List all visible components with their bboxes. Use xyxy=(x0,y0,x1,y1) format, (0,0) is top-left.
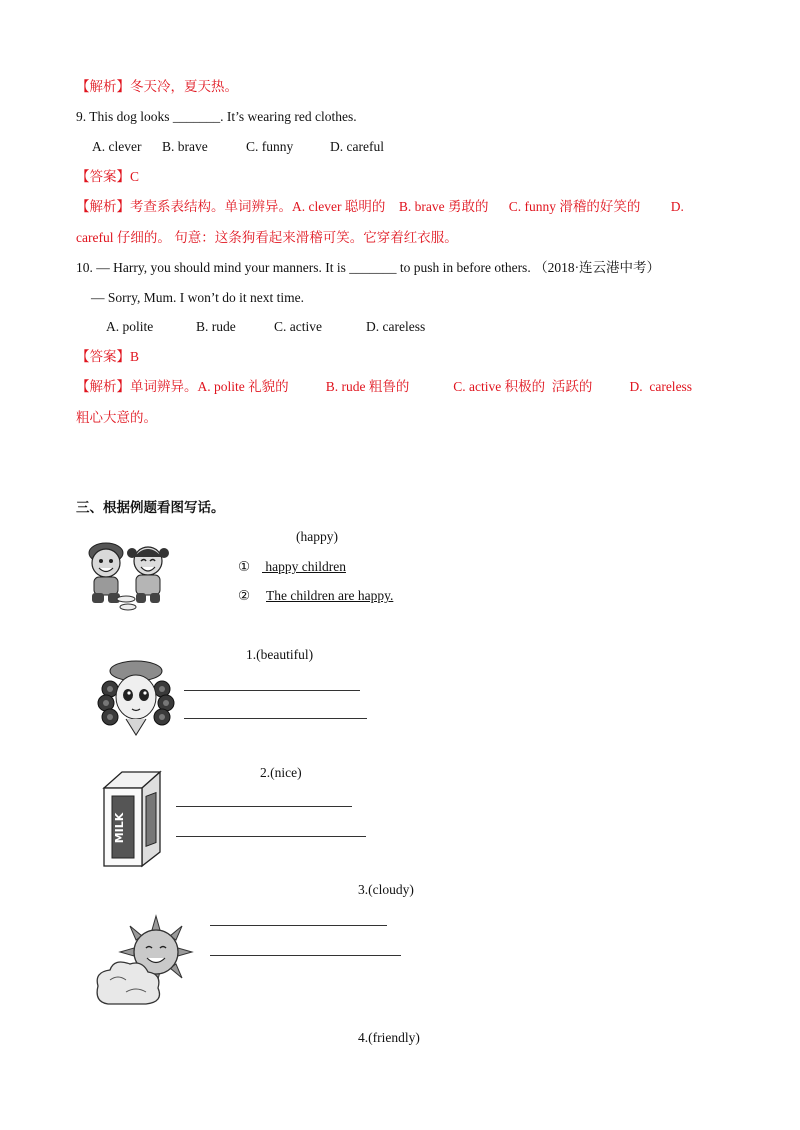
q9-option-a: A. clever xyxy=(92,139,142,154)
section-title: 三、根据例题看图写话。 xyxy=(76,500,225,515)
q9-analysis-line2: careful 仔细的。 句意：这条狗看起来滑稽可笑。它穿着红衣服。 xyxy=(76,230,458,245)
q9-option-b: B. brave xyxy=(162,139,208,154)
q10-option-d: D. careless xyxy=(366,319,426,334)
item-3-blank-2[interactable] xyxy=(210,955,401,956)
item-4-label: 4.(friendly) xyxy=(358,1030,420,1045)
example-answer-2: The children are happy. xyxy=(266,588,394,603)
example-marker-2: ② xyxy=(238,588,251,603)
q10-reply: — Sorry, Mum. I won’t do it next time. xyxy=(91,290,304,305)
item-2-blank-2[interactable] xyxy=(176,836,366,837)
children-eating-image xyxy=(78,533,174,613)
item-1-image xyxy=(96,657,176,737)
item-3-image xyxy=(92,914,196,1012)
q10-analysis-line1: 【解析】单词辨异。A. polite 礼貌的 B. rude 粗鲁的 C. active 积极的 活跃的 D. careless xyxy=(76,379,693,394)
carton-label: MILK xyxy=(113,812,126,844)
q9-answer: 【答案】C xyxy=(76,169,140,184)
q10-option-a: A. polite xyxy=(106,319,154,334)
q9-options xyxy=(92,138,384,156)
item-1-label: 1.(beautiful) xyxy=(246,647,314,662)
q10-options xyxy=(106,318,425,336)
q9-option-c: C. funny xyxy=(246,139,294,154)
item-1-blank-1[interactable] xyxy=(184,690,360,691)
sun-and-cloud-icon xyxy=(92,914,196,1012)
q9-option-d: D. careful xyxy=(330,139,384,154)
happy-children-icon xyxy=(78,533,174,613)
milk-carton-icon xyxy=(100,770,164,868)
girl-with-curly-hair-icon xyxy=(96,657,176,737)
example-marker-1: ① xyxy=(238,559,251,574)
item-3-label: 3.(cloudy) xyxy=(358,882,414,897)
q9-stem: 9. This dog looks _______. It’s wearing red clothes. xyxy=(76,109,357,124)
q9-analysis-line1: 【解析】考查系表结构。单词辨异。A. clever 聪明的 B. brave 勇敢的 C. funny 滑稽的好笑的 D. xyxy=(76,199,684,214)
item-2-image xyxy=(100,770,164,868)
q10-answer: 【答案】B xyxy=(76,349,140,364)
item-2-label: 2.(nice) xyxy=(260,765,302,780)
item-1-blank-2[interactable] xyxy=(184,718,367,719)
q10-option-c: C. active xyxy=(274,319,322,334)
item-2-blank-1[interactable] xyxy=(176,806,352,807)
q10-option-b: B. rude xyxy=(196,319,236,334)
q10-analysis-line2: 粗心大意的。 xyxy=(76,410,157,425)
example-word: (happy) xyxy=(296,529,338,544)
q8-analysis: 【解析】冬天冷，夏天热。 xyxy=(76,79,238,94)
item-3-blank-1[interactable] xyxy=(210,925,387,926)
q10-stem: 10. — Harry, you should mind your manners. It is _______ to push in before others. （2018·连云港中考） xyxy=(76,260,661,275)
example-answer-1: happy children xyxy=(262,559,346,574)
